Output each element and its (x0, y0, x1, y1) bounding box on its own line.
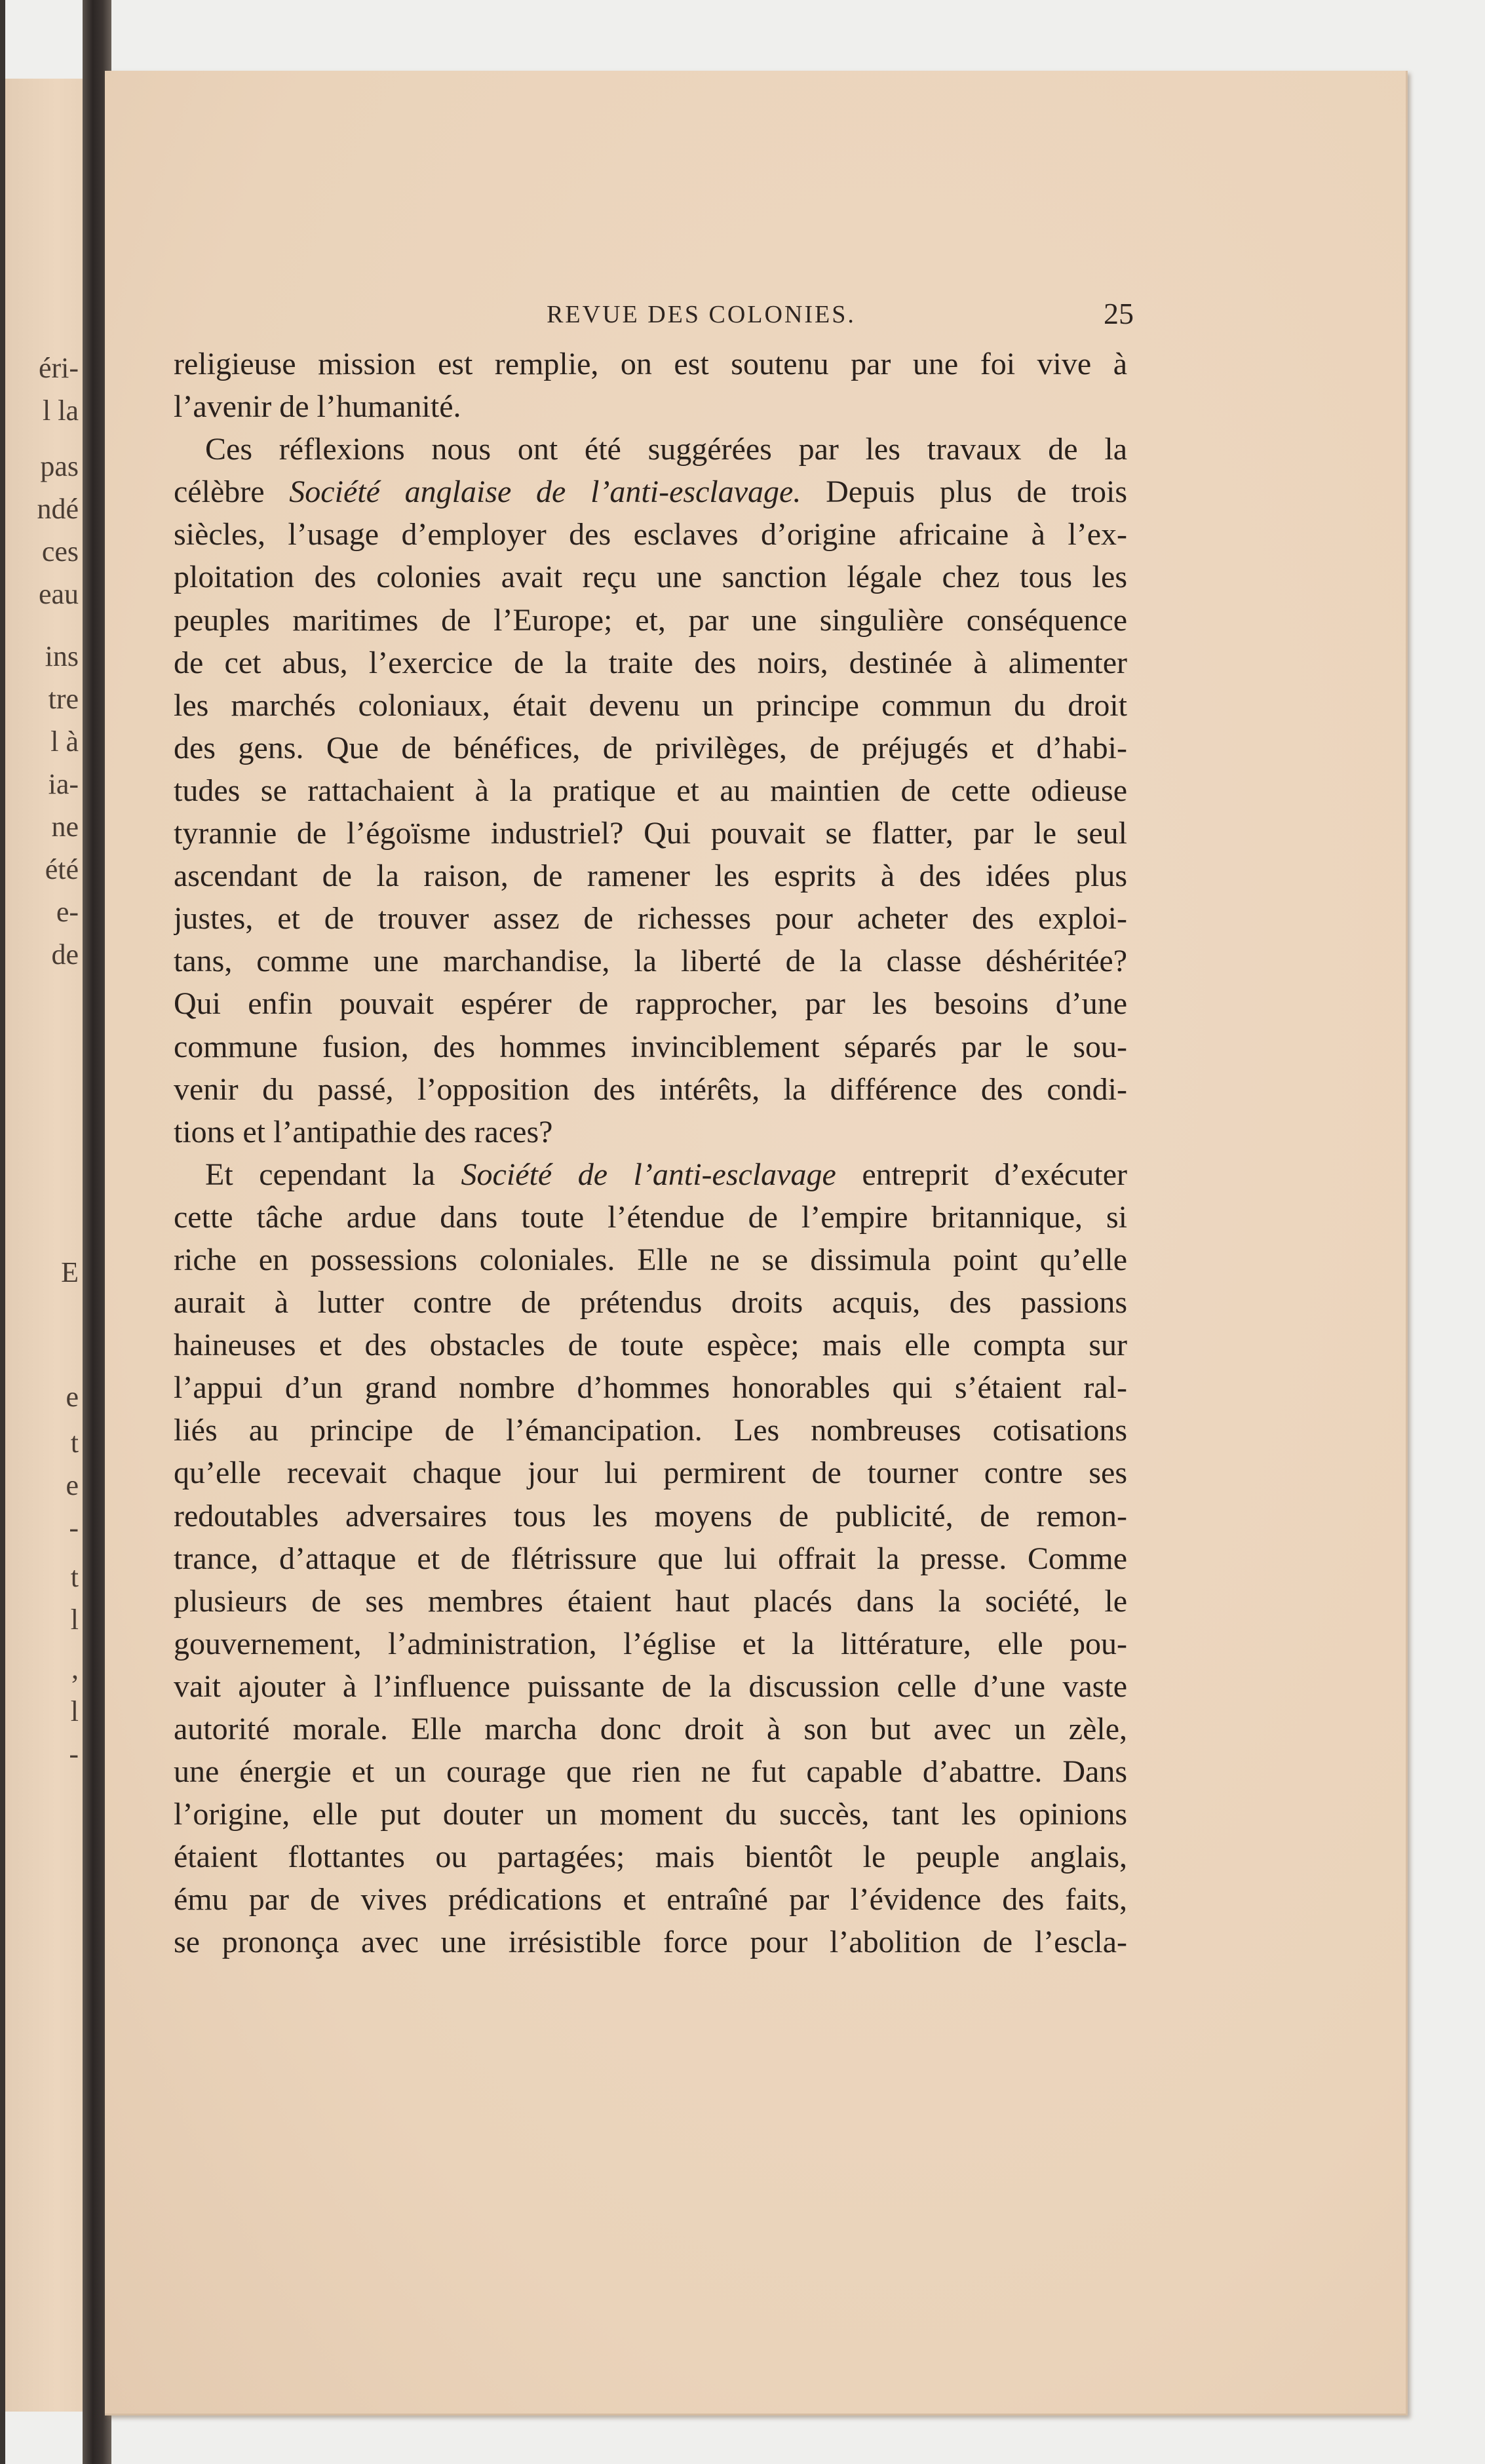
text-line: justes, et de trouver assez de richesses pour acheter des exploi- (174, 901, 1127, 936)
left-fragment: ces (41, 535, 79, 568)
left-fragment: pas (40, 450, 79, 482)
left-fragment: de (51, 938, 79, 971)
book-page (105, 71, 1408, 2416)
italic-title: Société de l’anti-esclavage (461, 1157, 836, 1192)
text-line: se prononça avec une irrésistible force pour l’abolition de l’escla- (174, 1925, 1127, 1960)
text-segment: Depuis plus de trois (801, 474, 1127, 510)
left-fragment: l la (43, 395, 79, 427)
text-segment: Et cependant la (205, 1157, 461, 1192)
text-segment: célèbre (174, 474, 290, 510)
text-line: les marchés coloniaux, était devenu un principe commun du droit (174, 687, 1127, 723)
page-header (105, 297, 1406, 339)
gutter-strip (0, 0, 5, 2464)
left-fragment: l à (50, 725, 79, 758)
italic-title: Société anglaise de l’anti-esclavage. (289, 474, 801, 510)
left-fragment: eau (38, 578, 79, 610)
text-line: Qui enfin pouvait espérer de rapprocher, par les besoins d’une (174, 986, 1127, 1022)
text-line: commune fusion, des hommes invinciblement séparés par le sou- (174, 1029, 1127, 1064)
left-fragment: e (66, 1469, 79, 1501)
left-fragment: ndé (37, 493, 79, 525)
text-line: l’avenir de l’humanité. (174, 389, 461, 425)
left-fragment: , (71, 1653, 79, 1685)
text-line: qu’elle recevait chaque jour lui permirent de tourner contre ses (174, 1455, 1127, 1491)
text-line: ému par de vives prédications et entraîné par l’évidence des faits, (174, 1882, 1127, 1917)
left-fragment: t (70, 1427, 79, 1459)
text-line: des gens. Que de bénéfices, de privilèges, de préjugés et d’habi- (174, 730, 1127, 765)
text-line: siècles, l’usage d’employer des esclaves d’origine africaine à l’ex- (174, 517, 1127, 552)
text-line: trance, d’attaque et de flétrissure que lui offrait la presse. Comme (174, 1541, 1127, 1576)
left-fragment: été (45, 853, 79, 885)
text-line: tudes se rattachaient à la pratique et au maintien de cette odieuse (174, 773, 1127, 808)
text-line: tyrannie de l’égoïsme industriel? Qui pouvait se flatter, par le seul (174, 816, 1127, 851)
text-line: peuples maritimes de l’Europe; et, par une singulière conséquence (174, 602, 1127, 638)
left-fragment: e- (56, 896, 79, 928)
text-line: tans, comme une marchandise, la liberté de la classe déshéritée? (174, 944, 1127, 979)
left-page-text-fragments (5, 79, 90, 2412)
left-fragment: e (66, 1381, 79, 1413)
left-fragment: ne (51, 811, 79, 843)
text-line (174, 471, 1127, 513)
left-fragment: tre (48, 683, 79, 715)
text-line: riche en possessions coloniales. Elle ne se dissimula point qu’elle (174, 1242, 1127, 1277)
text-line: l’appui d’un grand nombre d’hommes honorables qui s’étaient ral- (174, 1370, 1127, 1406)
left-fragment: ins (45, 640, 79, 672)
text-line (174, 1153, 1127, 1196)
text-line: étaient flottantes ou partagées; mais bientôt le peuple anglais, (174, 1839, 1127, 1875)
text-line: venir du passé, l’opposition des intérêts, la différence des condi- (174, 1071, 1127, 1107)
left-page-edge (5, 79, 91, 2412)
text-line: Ces réflexions nous ont été suggérées par les travaux de la (205, 432, 1127, 467)
left-fragment: éri- (38, 352, 79, 384)
text-line: une énergie et un courage que rien ne fut capable d’abattre. Dans (174, 1754, 1127, 1790)
text-line: ploitation des colonies avait reçu une sanction légale chez tous les (174, 560, 1127, 595)
text-line: ascendant de la raison, de ramener les esprits à des idées plus (174, 858, 1127, 894)
text-line: gouvernement, l’administration, l’église et la littérature, elle pou- (174, 1626, 1127, 1661)
left-fragment: ia- (48, 768, 79, 800)
left-fragment: l (70, 1695, 79, 1727)
text-line: vait ajouter à l’influence puissante de la discussion celle d’une vaste (174, 1668, 1127, 1704)
text-line: religieuse mission est remplie, on est soutenu par une foi vive à (174, 347, 1127, 381)
left-fragment: E (61, 1256, 79, 1288)
text-segment: entreprit d’exécuter (836, 1157, 1127, 1192)
text-line: l’origine, elle put douter un moment du succès, tant les opinions (174, 1797, 1127, 1832)
page-number: 25 (1104, 297, 1134, 330)
text-line: autorité morale. Elle marcha donc droit à son but avec un zèle, (174, 1712, 1127, 1746)
body-text (174, 343, 1127, 1964)
text-line: de cet abus, l’exercice de la traite des noirs, destinée à alimenter (174, 645, 1127, 680)
text-line: plusieurs de ses membres étaient haut placés dans la société, le (174, 1583, 1127, 1619)
text-line: redoutables adversaires tous les moyens de publicité, de remon- (174, 1498, 1127, 1533)
text-line: tions et l’antipathie des races? (174, 1114, 553, 1149)
text-line: haineuses et des obstacles de toute espèce; mais elle compta sur (174, 1328, 1127, 1363)
running-head: REVUE DES COLONIES. (547, 301, 856, 328)
text-line: aurait à lutter contre de prétendus droits acquis, des passions (174, 1285, 1127, 1320)
text-line: cette tâche ardue dans toute l’étendue de l’empire britannique, si (174, 1199, 1127, 1235)
left-fragment: l (70, 1604, 79, 1636)
left-fragment: - (69, 1738, 79, 1770)
text-line: liés au principe de l’émancipation. Les nombreuses cotisations (174, 1413, 1127, 1448)
left-fragment: t (70, 1561, 79, 1593)
left-fragment: - (69, 1512, 79, 1544)
